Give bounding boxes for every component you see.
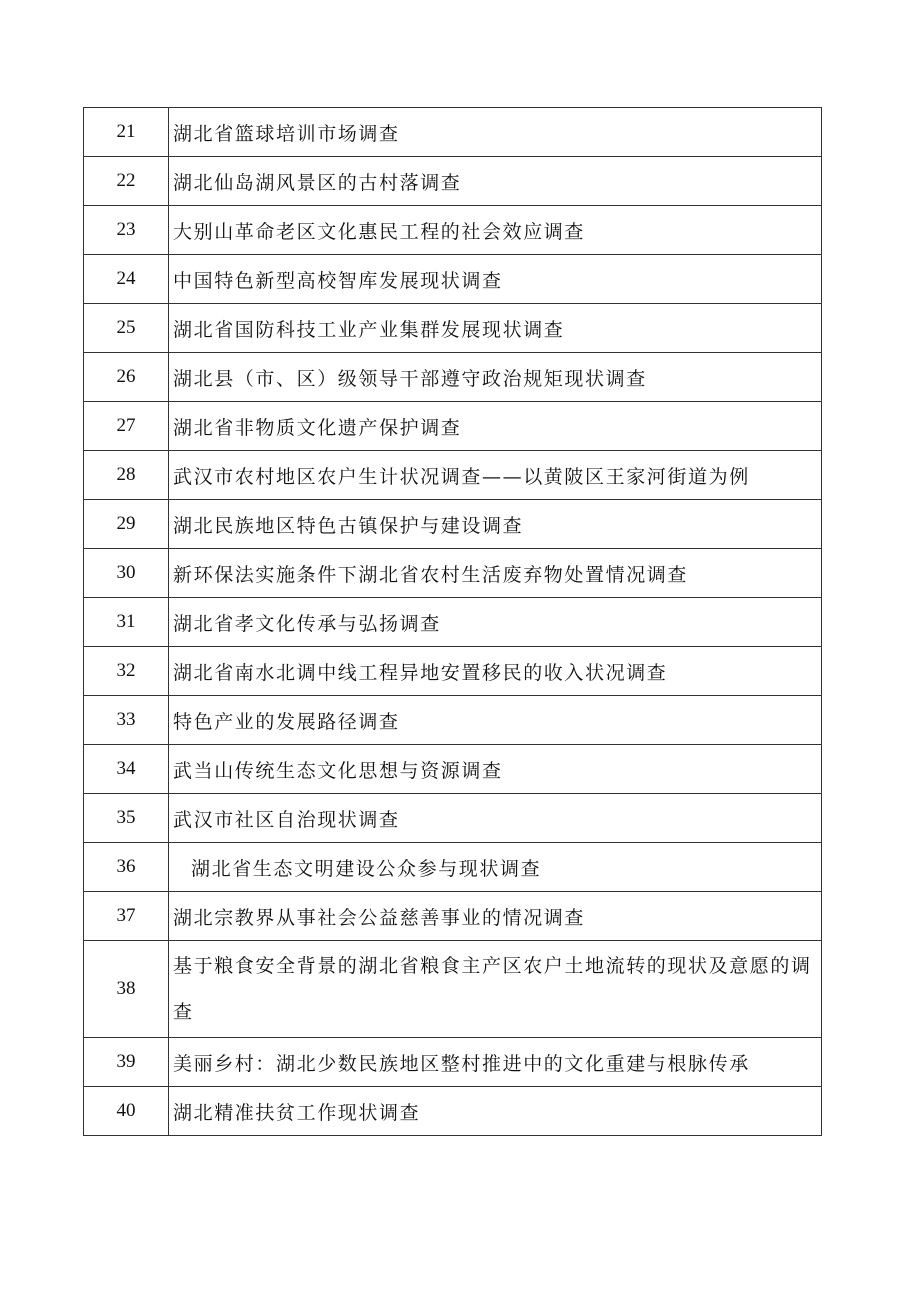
table-row: [84, 206, 822, 255]
table-row: [84, 892, 822, 941]
row-number: 21: [84, 108, 169, 157]
row-title: 湖北省南水北调中线工程异地安置移民的收入状况调查: [169, 647, 822, 696]
row-number: 34: [84, 745, 169, 794]
row-number: 25: [84, 304, 169, 353]
row-title: 湖北宗教界从事社会公益慈善事业的情况调查: [169, 892, 822, 941]
row-number: 38: [84, 941, 169, 1038]
row-number: 39: [84, 1038, 169, 1087]
row-title: 湖北省篮球培训市场调查: [169, 108, 822, 157]
row-title: 湖北省孝文化传承与弘扬调查: [169, 598, 822, 647]
row-title: 湖北县（市、区）级领导干部遵守政治规矩现状调查: [169, 353, 822, 402]
table-row: [84, 1038, 822, 1087]
row-title: 美丽乡村：湖北少数民族地区整村推进中的文化重建与根脉传承: [169, 1038, 822, 1087]
table-row: [84, 451, 822, 500]
row-number: 29: [84, 500, 169, 549]
table-row: [84, 696, 822, 745]
row-number: 22: [84, 157, 169, 206]
topic-table: [83, 107, 822, 1136]
row-title: 武汉市农村地区农户生计状况调查——以黄陂区王家河街道为例: [169, 451, 822, 500]
row-number: 32: [84, 647, 169, 696]
row-title: 武汉市社区自治现状调查: [169, 794, 822, 843]
row-number: 40: [84, 1087, 169, 1136]
row-number: 30: [84, 549, 169, 598]
row-title: 湖北精准扶贫工作现状调查: [169, 1087, 822, 1136]
row-title: 湖北仙岛湖风景区的古村落调查: [169, 157, 822, 206]
table-row: [84, 941, 822, 1038]
row-title: 湖北省非物质文化遗产保护调查: [169, 402, 822, 451]
table-row: [84, 402, 822, 451]
row-title: 中国特色新型高校智库发展现状调查: [169, 255, 822, 304]
row-title: 基于粮食安全背景的湖北省粮食主产区农户土地流转的现状及意愿的调查: [169, 941, 822, 1038]
table-row: [84, 353, 822, 402]
row-title: 大别山革命老区文化惠民工程的社会效应调查: [169, 206, 822, 255]
row-title: 湖北省生态文明建设公众参与现状调查: [169, 843, 822, 892]
table-row: [84, 794, 822, 843]
row-title: 湖北民族地区特色古镇保护与建设调查: [169, 500, 822, 549]
row-title: 武当山传统生态文化思想与资源调查: [169, 745, 822, 794]
table-row: [84, 255, 822, 304]
row-number: 23: [84, 206, 169, 255]
table-row: [84, 108, 822, 157]
row-title: 湖北省国防科技工业产业集群发展现状调查: [169, 304, 822, 353]
row-number: 35: [84, 794, 169, 843]
table-row: [84, 647, 822, 696]
row-number: 26: [84, 353, 169, 402]
row-number: 36: [84, 843, 169, 892]
row-number: 27: [84, 402, 169, 451]
row-number: 33: [84, 696, 169, 745]
table-row: [84, 843, 822, 892]
row-title: 特色产业的发展路径调查: [169, 696, 822, 745]
table-row: [84, 500, 822, 549]
table-row: [84, 549, 822, 598]
table-row: [84, 598, 822, 647]
row-number: 24: [84, 255, 169, 304]
row-number: 31: [84, 598, 169, 647]
row-number: 37: [84, 892, 169, 941]
table-row: [84, 157, 822, 206]
row-number: 28: [84, 451, 169, 500]
row-title: 新环保法实施条件下湖北省农村生活废弃物处置情况调查: [169, 549, 822, 598]
table-row: [84, 304, 822, 353]
table-row: [84, 1087, 822, 1136]
table-row: [84, 745, 822, 794]
